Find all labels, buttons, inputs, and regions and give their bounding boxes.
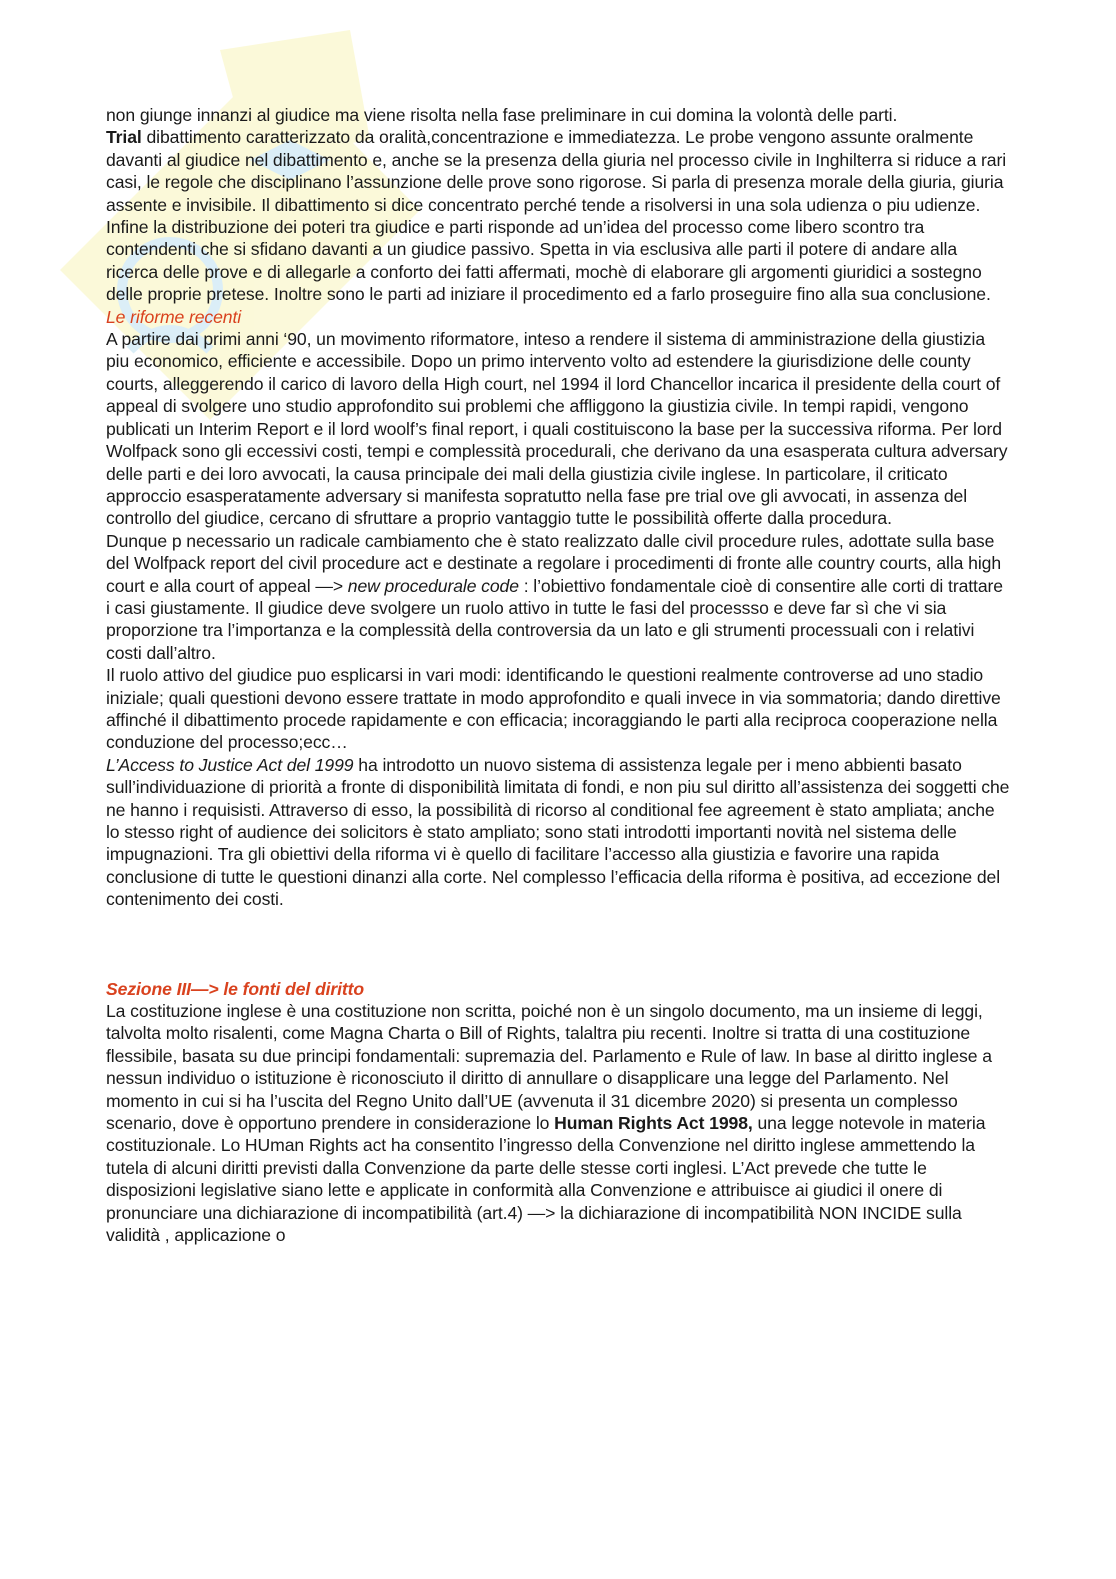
paragraph-trial bbox=[106, 126, 1011, 305]
access-justice-text: ha introdotto un nuovo sistema di assistenza legale per i meno abbienti basato sull’individuazione di priorità a fronte di disponibilità limitata di fondi, e non piu sul diritto all’assistenza dei soggetti che ne hanno i requisisti. Attraverso di esso, la possibilità di ricorso al conditional fee agreement è stato ampliata; anche lo stesso right of audience dei solicitors è stato ampliato; sono stati introdotti importanti novità nel sistema delle impugnazioni. Tra gli obiettivi della riforma vi è quello di facilitare l’accesso alla giustizia e favorire una rapida conclusione di tutte le questioni dinanzi alla corte. Nel complesso l’efficacia della riforma è positiva, ad eccezione del contenimento dei costi. bbox=[106, 754, 1010, 910]
human-rights-act-label: Human Rights Act 1998, bbox=[554, 1113, 753, 1134]
heading-sezione-iii: Sezione III—> le fonti del diritto bbox=[106, 978, 365, 999]
riforme-2-text-b: : l’obiettivo fondamentale cioè di consentire alle corti di trattare i casi giustamente. Il giudice deve svolgere un ruolo attivo in tutte le fasi del processso e deve far sì che vi sia proporzione tra l’importanza e la complessità della controversia da un lato e gli strumenti processuali con i relativi costi dall’altro. bbox=[106, 575, 1003, 663]
paragraph-intro: non giunge innanzi al giudice ma viene risolta nella fase preliminare in cui domina la volontà delle parti. bbox=[106, 105, 898, 125]
section-spacer bbox=[106, 911, 1011, 978]
riforme-2-text-a: Dunque p necessario un radicale cambiamento che è stato realizzato dalle civil procedure rules, adottate sulla base del Wolfpack report del civil procedure act e destinate a regolare i procedimenti di fronte alle country courts, alla high court e alla court of appeal —> bbox=[106, 530, 1002, 596]
fonti-text-b: una legge notevole in materia costituzionale. Lo HUman Rights act ha consentito l’ingresso della Convenzione nel diritto inglese ammettendo la tutela di alcuni diritti previsti dalla Convenzione da parte delle stesse corti inglesi. L’Act prevede che tutte le disposizioni legislative siano lette e applicate in conformità alla Convenzione e attribuisce ai giudici il onere di pronunciare una dichiarazione di incompatibilità (art.4) —> la dichiarazione di incompatibilità NON INCIDE sulla validità , applicazione o bbox=[106, 1113, 986, 1246]
paragraph-fonti bbox=[106, 1000, 1011, 1246]
trial-label: Trial bbox=[106, 127, 142, 148]
paragraph-access-justice bbox=[106, 754, 1011, 911]
access-justice-title: L’Access to Justice Act del 1999 bbox=[106, 754, 354, 775]
fonti-text-a: La costituzione inglese è una costituzione non scritta, poiché non è un singolo documento, ma un insieme di leggi, talvolta molto risalenti, come Magna Charta o Bill of Rights, talaltra piu recenti. Inoltre si tratta di una costituzione flessibile, basata su due principi fondamentali: supremazia del. Parlamento e Rule of law. In base al diritto inglese a nessun individuo o istituzione è riconosciuto il diritto di annullare o disapplicare una legge del Parlamento. Nel momento in cui si ha l’uscita del Regno Unito dall’UE (avvenuta il 31 dicembre 2020) si presenta un complesso scenario, dove è opportuno prendere in considerazione lo bbox=[106, 1001, 992, 1134]
riforme-2-italic: new procedurale code bbox=[347, 575, 524, 596]
document-page bbox=[106, 104, 1011, 1247]
paragraph-riforme-2 bbox=[106, 530, 1011, 664]
heading-riforme-recenti: Le riforme recenti bbox=[106, 306, 242, 327]
trial-text: dibattimento caratterizzato da oralità,concentrazione e immediatezza. Le probe vengono assunte oralmente davanti al giudice nel dibattimento e, anche se la presenza della giuria nel processo civile in Inghilterra si riduce a rari casi, le regole che disciplinano l’assunzione delle prove sono rigorose. Si parla di presenza morale della giuria, giuria assente e invisibile. Il dibattimento si dice concentrato perché tende a risolversi in una sola udienza o piu udienze. Infine la distribuzione dei poteri tra giudice e parti risponde ad un’idea del processo come libero scontro tra contendenti che si sfidano davanti a un giudice passivo. Spetta in via esclusiva alle parti il potere di andare alla ricerca delle prove e di allegarle a conforto dei fatti affermati, mochè di elaborare gli argomenti giuridici a sostegno delle proprie pretese. Inoltre sono le parti ad iniziare il procedimento ed a farlo proseguire fino alla sua conclusione. bbox=[106, 127, 1007, 305]
paragraph-riforme-3: Il ruolo attivo del giudice puo esplicarsi in vari modi: identificando le questioni realmente controverse ad uno stadio iniziale; quali questioni devono essere trattate in modo approfondito e quali invece in via sommatoria; dando direttive affinché il dibattimento procede rapidamente e con efficacia; incoraggiando le parti alla reciproca cooperazione nella conduzione del processo;ecc… bbox=[106, 665, 1001, 753]
paragraph-riforme-1: A partire dai primi anni ‘90, un movimento riformatore, inteso a rendere il sistema di amministrazione della giustizia piu economico, efficiente e accessibile. Dopo un primo intervento volto ad estendere la giurisdizione delle county courts, alleggerendo il carico di lavoro della High court, nel 1994 il lord Chancellor incarica il presidente della court of appeal di svolgere uno studio approfondito sui problemi che affliggono la giustizia civile. In tempi rapidi, vengono publicati un Interim Report e il lord woolf’s final report, i quali costituiscono la base per la successiva riforma. Per lord Wolfpack sono gli eccessivi costi, tempi e complessità procedurali, che derivano da una esasperata cultura adversary delle parti e dei loro avvocati, la causa principale dei mali della giustizia civile inglese. In particolare, il criticato approccio esasperatamente adversary si manifesta sopratutto nella fase pre trial ove gli avvocati, in assenza del controllo del giudice, cercano di sfruttare a proprio vantaggio tutte le possibilità offerte dalla procedura. bbox=[106, 329, 1008, 529]
